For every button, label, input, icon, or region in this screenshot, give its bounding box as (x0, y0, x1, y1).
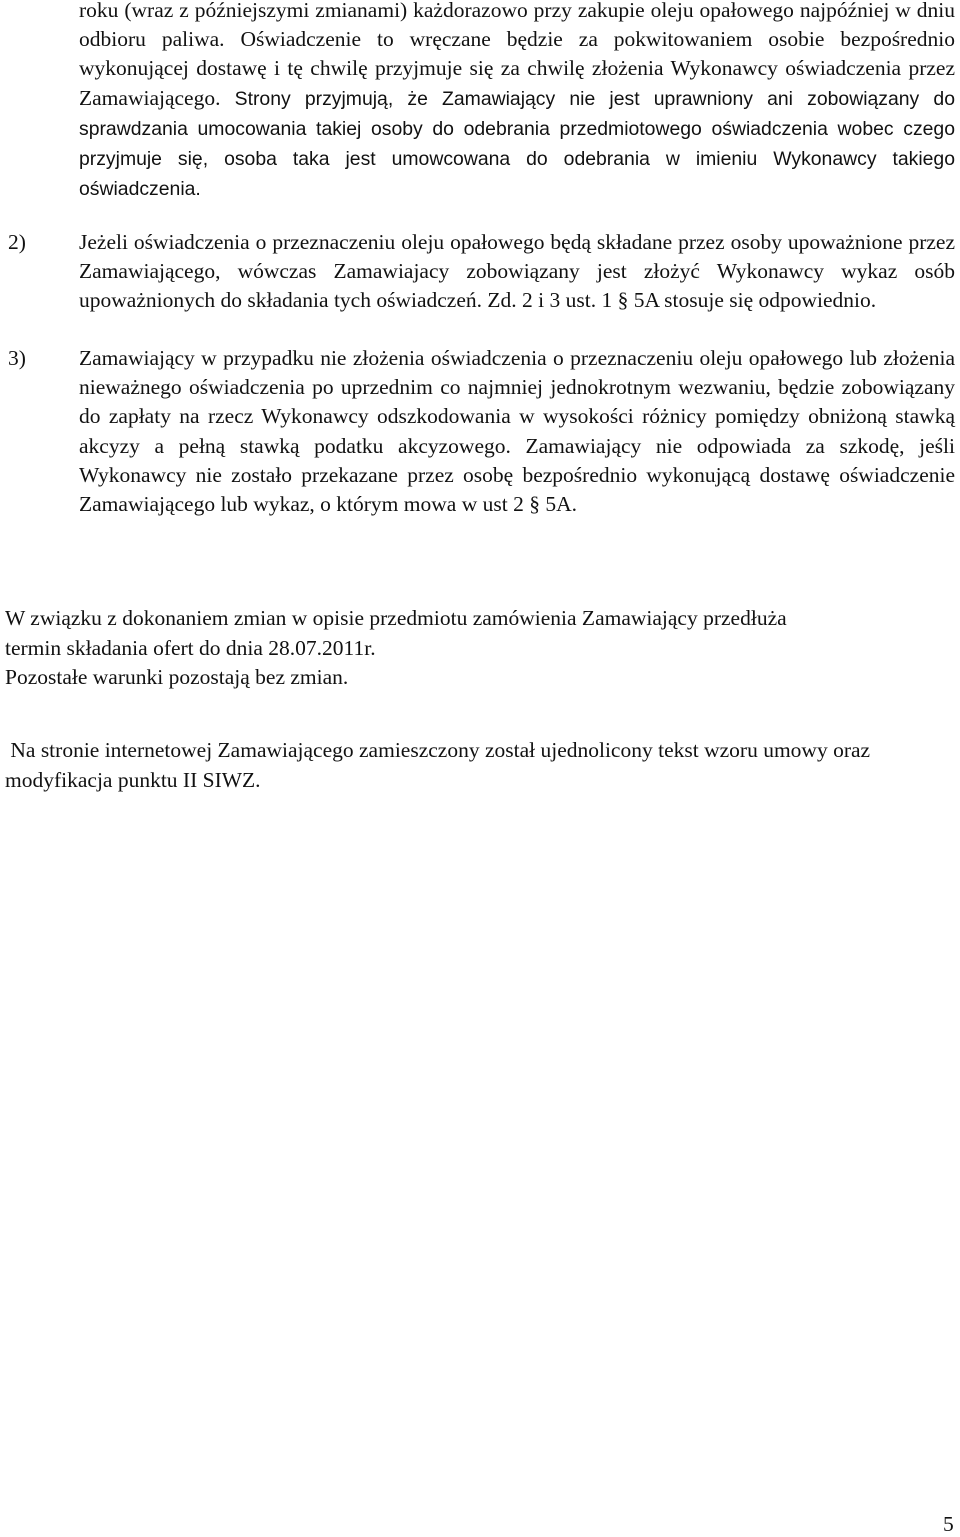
list-item-2-number: 2) (8, 230, 26, 254)
list-item-3 (8, 344, 955, 519)
page-number: 5 (943, 1512, 954, 1536)
list-item-3-number: 3) (8, 346, 26, 370)
list-item-2 (8, 228, 955, 316)
item-1-text-sans: Strony przyjmują, że Zamawiający nie jest uprawniony ani zobowiązany do sprawdzania umocowania takiej osoby do odebrania przedmiotowego oświadczenia wobec czego przyjmuje się, osoba taka jest umowcowana do odebrania w imieniu Wykonawcy takiego oświadczenia. (79, 87, 955, 201)
website-notice-paragraph: Na stronie internetowej Zamawiającego zamieszczony został ujednolicony tekst wzoru umowy oraz modyfikacja punktu II SIWZ. (5, 738, 876, 792)
item-1-text-serif: roku (wraz z późniejszymi zmianami) każdorazowo przy zakupie oleju opałowego najpóźniej w dniu odbioru paliwa. Oświadczenie to wręczane będzie za pokwitowaniem osobie bezpośrednio wykonującej dostawę i tę chwilę przyjmuje się za chwilę złożenia Wykonawcy oświadczenia przez Zamawiającego. (79, 0, 955, 110)
deadline-extension-line-2: termin składania ofert do dnia 28.07.2011r. (5, 635, 376, 660)
deadline-extension-paragraph (5, 604, 955, 693)
item-1-continuation (79, 0, 955, 204)
deadline-extension-line-1: W związku z dokonaniem zmian w opisie przedmiotu zamówienia Zamawiający przedłuża (5, 606, 787, 630)
remaining-conditions-line: Pozostałe warunki pozostają bez zmian. (5, 665, 349, 689)
list-item-2-text: Jeżeli oświadczenia o przeznaczeniu oleju opałowego będą składane przez osoby upoważnione przez Zamawiającego, wówczas Zamawiajacy zobowiązany jest złożyć Wykonawcy wykaz osób upoważnionych do składania tych oświadczeń. Zd. 2 i 3 ust. 1 § 5A stosuje się odpowiednio. (79, 230, 955, 313)
list-item-3-text: Zamawiający w przypadku nie złożenia oświadczenia o przeznaczeniu oleju opałowego lub złożenia nieważnego oświadczenia po uprzednim co najmniej jednokrotnym wezwaniu, będzie zobowiązany do zapłaty na rzecz Wykonawcy odszkodowania w wysokości różnicy pomiędzy obniżoną stawką akcyzy a pełną stawką podatku akcyzowego. Zamawiający nie odpowiada za szkodę, jeśli Wykonawcy nie zostało przekazane przez osobę bezpośrednio wykonującą dostawę oświadczenie Zamawiającego lub wykaz, o którym mowa w ust 2 § 5A. (79, 346, 955, 517)
